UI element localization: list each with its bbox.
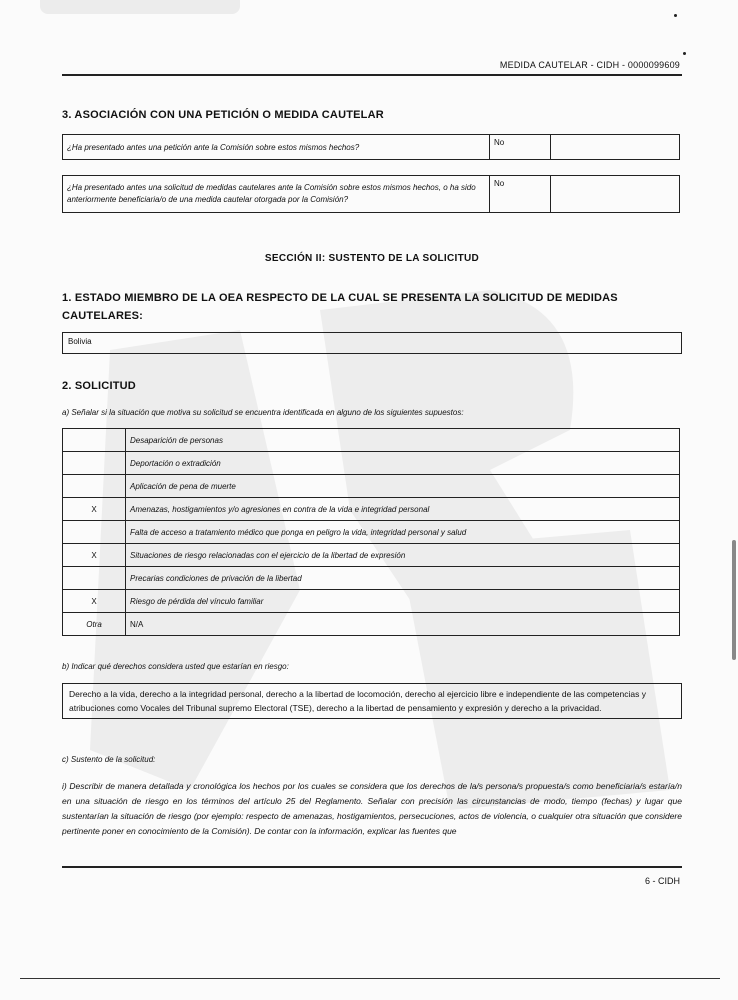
question-2-answer: No: [490, 176, 551, 213]
question-2-text: ¿Ha presentado antes una solicitud de medidas cautelares ante la Comisión sobre estos mismos hechos, o ha sido anteriormente beneficiaria/o de una medida cautelar otorgada por la Comisión?: [63, 176, 490, 213]
situation-mark: X: [63, 544, 126, 567]
situation-row: [63, 429, 680, 452]
situation-label: N/A: [126, 613, 680, 636]
situation-table: [62, 428, 680, 636]
rights-question: b) Indicar qué derechos considera usted que estarían en riesgo:: [62, 662, 289, 671]
situation-label: Riesgo de pérdida del vínculo familiar: [126, 590, 680, 613]
situation-mark: [63, 429, 126, 452]
situation-label: Deportación o extradición: [126, 452, 680, 475]
section-ii-title: SECCIÓN II: SUSTENTO DE LA SOLICITUD: [264, 253, 480, 264]
situation-question: a) Señalar si la situación que motiva su solicitud se encuentra identificada en alguno de los siguientes supuestos:: [62, 408, 464, 417]
situation-row: [63, 567, 680, 590]
solicitud-title: 2. SOLICITUD: [62, 380, 136, 392]
situation-label: Falta de acceso a tratamiento médico que ponga en peligro la vida, integridad personal y salud: [126, 521, 680, 544]
speck: [683, 52, 686, 55]
situation-label: Amenazas, hostigamientos y/o agresiones en contra de la vida e integridad personal: [126, 498, 680, 521]
situation-mark: X: [63, 590, 126, 613]
situation-label: Situaciones de riesgo relacionadas con el ejercicio de la libertad de expresión: [126, 544, 680, 567]
page-number: 6 - CIDH: [644, 876, 680, 886]
situation-row: [63, 544, 680, 567]
scrollbar[interactable]: [732, 540, 736, 660]
section-3-title: 3. ASOCIACIÓN CON UNA PETICIÓN O MEDIDA CAUTELAR: [62, 109, 384, 121]
situation-mark: [63, 475, 126, 498]
situation-row: [63, 613, 680, 636]
situation-mark: [63, 567, 126, 590]
question-1-answer: No: [490, 135, 551, 160]
question-1-text: ¿Ha presentado antes una petición ante la Comisión sobre estos mismos hechos?: [63, 135, 490, 160]
sustento-label: c) Sustento de la solicitud:: [62, 755, 156, 764]
situation-row: [63, 475, 680, 498]
situation-mark: X: [63, 498, 126, 521]
state-value-box: [62, 332, 682, 354]
situation-label: Precarias condiciones de privación de la libertad: [126, 567, 680, 590]
situation-row: [63, 521, 680, 544]
situation-row: [63, 590, 680, 613]
page-bottom-edge: [20, 978, 720, 979]
situation-mark: [63, 452, 126, 475]
question-1-empty-cell: [551, 135, 680, 160]
rights-answer-box: [62, 683, 682, 719]
document-reference: MEDIDA CAUTELAR - CIDH - 0000099609: [499, 60, 680, 70]
footer-divider: [62, 866, 682, 868]
situation-mark: [63, 521, 126, 544]
sustento-instructions: i) Describir de manera detallada y cronológica los hechos por los cuales se considera que los derechos de la/s persona/s propuesta/s como beneficiaria/s estaría/n en una situación de riesgo en los términos del artículo 25 del Reglamento. Señalar con precisión las circunstancias de modo, tiempo (fechas) y lugar que sustentarían la situación de riesgo (por ejemplo: respecto de amenazas, hostigamientos, persecuciones, actos de violencia, o cualquier otra situación que considere pertinente poner en conocimiento de la Comisión). De contar con la información, explicar las fuentes que: [62, 781, 682, 836]
speck: [674, 14, 677, 17]
question-table-1: [62, 134, 680, 160]
top-tab: [40, 0, 240, 14]
question-2-empty-cell: [551, 176, 680, 213]
situation-row: [63, 452, 680, 475]
header-divider: [62, 74, 682, 76]
situation-mark: Otra: [63, 613, 126, 636]
situation-row: [63, 498, 680, 521]
situation-label: Aplicación de pena de muerte: [126, 475, 680, 498]
state-value: Bolivia: [68, 337, 92, 346]
state-section-title: 1. ESTADO MIEMBRO DE LA OEA RESPECTO DE LA CUAL SE PRESENTA LA SOLICITUD DE MEDIDAS CAUTELARES:: [62, 292, 618, 322]
rights-answer: Derecho a la vida, derecho a la integridad personal, derecho a la libertad de locomoción, derecho al ejercicio libre e independiente de las competencias y atribuciones como Vocales del Tribunal supremo Electoral (TSE), derecho a la libertad de pensamiento y expresión y derecho a la privacidad.: [69, 689, 646, 713]
situation-label: Desaparición de personas: [126, 429, 680, 452]
question-table-2: [62, 175, 680, 213]
